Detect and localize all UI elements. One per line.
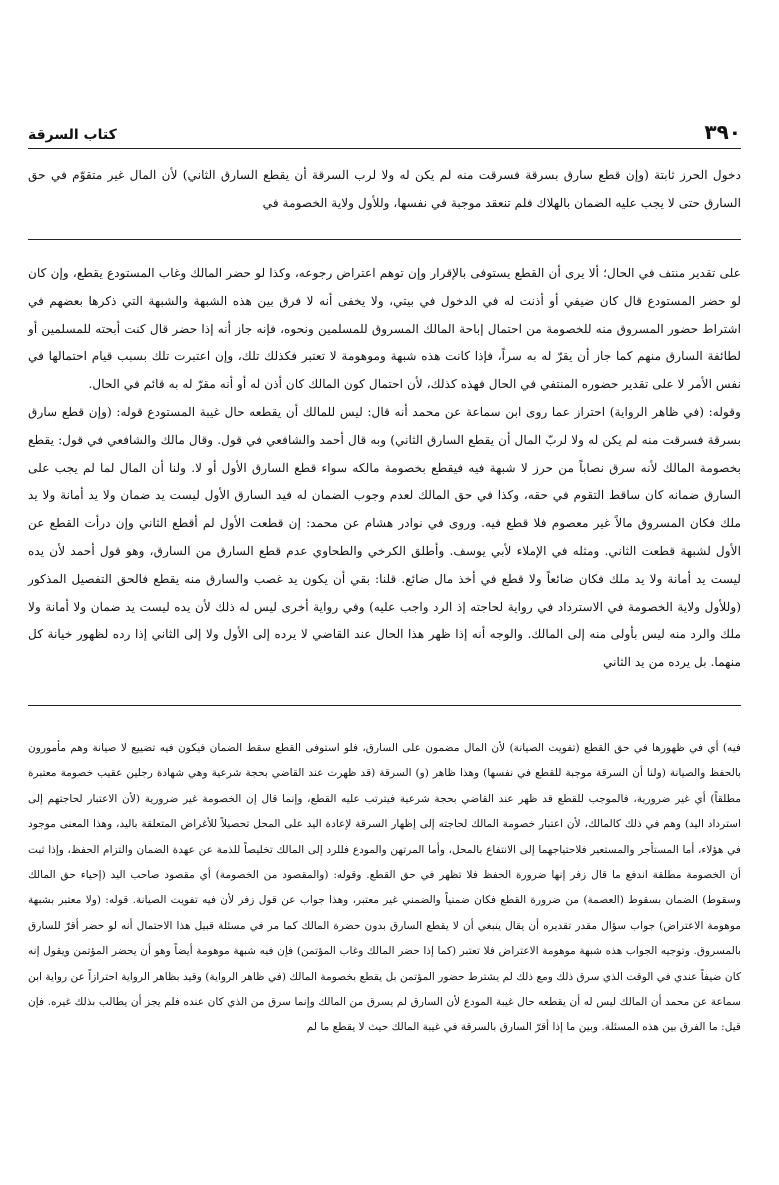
footnote-paragraph: فيه) أي في ظهورها في حق القطع (تفويت الصيانة) لأن المال مضمون على السارق، فلو استوفى القطع سقط الضمان فيكون فيه تضييع لا صيانة وهم مأمورون بالحفظ والصيانة (ولنا أن السرقة موجبة للقطع في نفسها) وهذا ظاهر (و) السرقة (قد ظهرت عند القاضي بحجة شرعية وهي شهادة رجلين عقيب خصومة معتبرة مطلقاً) أي غير ضرورية، فالموجب للقطع قد ظهر عند القاضي بحجة شرعية فيترتب عليه القطع، وإنما قال إن الخصومة غير ضرورية (لأن الاعتبار لحاجتهم إلى استرداد اليد) وهم في ذلك كالمالك، لأن اعتبار خصومة المالك لحاجته إلى إظهار السرقة لإعادة اليد على المحل تحصيلاً للأغراض المتعلقة باليد، وهذا المعنى موجود في هؤلاء، أما المستأجر والمستعير فلاحتياجهما إلى الانتفاع بالمحل، وأما المرتهن والمودع فللرد إلى المالك تخليصاً للذمة عن عهدة الضمان والتزام الحفظ، وإذا ثبت أن الخصومة مطلقة اندفع ما قال زفر إنها ضرورة الحفظ فلا تظهر في حق القطع. وقوله: (والمقصود من الخصومة) أي مقصود صاحب اليد (إحياء حق المالك وسقوط) الضمان بسقوط (العصمة) من ضرورة القطع فكان ضمنياً والضمني غير معتبر، وهذا جواب عن قول زفر لأن فيه تفويت الصيانة. قوله: (ولا معتبر بشبهة موهومة الاعتراض) جواب سؤال مقدر تقديره أن يقال ينبغي أن لا يقطع السارق بدون حضرة المالك كما مر في مسئلة قبيل هذا الاحتمال أنه لو حضر أقرّ للسارق بالمسروق. وتوجيه الجواب هذه شبهة موهومة الاعتراض فلا تعتبر (كما إذا حضر المالك وغاب المؤتمن) فإن فيه شبهة موهومة أيضاً وهو أن يحضر المؤتمن ويقول إنه كان ضيفاً عندي في الوقت الذي سرق ذلك ومع ذلك لم يشترط حضور المؤتمن بل يقطع بخصومة المالك (في ظاهر الرواية) وقيد بظاهر الرواية احترازاً عن رواية ابن سماعة عن محمد أن المالك ليس له أن يقطعه حال غيبة المودع لأن السارق لم يسرق من المالك وإنما سرق من الذي كان عنده فلم يجز أن يطالب بذلك غيره. فإن قيل: ما الفرق بين هذه المسئلة. وبين ما إذا أقرّ السارق بالسرقة في غيبة المالك حيث لا يقطع ما لم <box>28 741 741 1034</box>
page-header <box>28 120 741 149</box>
footnote-divider <box>28 705 741 706</box>
page-number: ٣٩٠ <box>704 120 741 144</box>
main-text-paragraph: دخول الحرز ثابتة (وإن قطع سارق بسرقة فسرقت منه لم يكن له ولا لرب السرقة أن يقطع السارق الثاني) لأن المال غير متقوّم في حق السارق حتى لا يجب عليه الضمان بالهلاك فلم تنعقد موجبة في نفسها، وللأول ولاية الخصومة في <box>28 168 741 210</box>
commentary-paragraph-2: وقوله: (في ظاهر الرواية) احتراز عما روى ابن سماعة عن محمد أنه قال: ليس للمالك أن يقطعه حال غيبة المستودع قوله: (وإن قطع سارق بسرقة فسرقت منه لم يكن له ولا لربّ المال أن يقطع السارق الثاني) وبه قال أحمد والشافعي في قول. وقال مالك والشافعي في قول: يقطع بخصومة المالك لأنه سرق نصاباً من حرز لا شبهة فيه فيقطع بخصومة مالكه سواء قطع السارق الأول أو لا. ولنا أن المال لما لم يجب على السارق ضمانه كان ساقط التقوم في حقه، وكذا في حق المالك لعدم وجوب الضمان له فيد السارق الأول ليست يد ضمان ولا يد أمانة ولا يد ملك فكان المسروق مالاً غير معصوم فلا قطع فيه. وروى في نوادر هشام عن محمد: إن قطعت الأول لم أقطع الثاني وإن درأت القطع عن الأول لشبهة قطعت الثاني. ومثله في الإملاء لأبي يوسف. وأطلق الكرخي والطحاوي عدم قطع السارق من السارق، وهو قول أحمد لأن يده ليست يد أمانة ولا يد ملك فكان ضائعاً ولا قطع في أخذ مال ضائع. قلنا: بقي أن يكون يد غصب والسارق منه يقطع فالحق التفصيل المذكور (وللأول ولاية الخصومة في الاسترداد في رواية لحاجته إذ الرد واجب عليه) وفي رواية أخرى ليس له ذلك لأن يده ليست يد ضمان ولا أمانة ولا ملك والرد منه ليس بأولى منه إلى المالك. والوجه أنه إذا ظهر هذا الحال عند القاضي لا يرده إلى الأول ولا إلى الثاني إذا رده لظهور خيانة كل منهما. بل يرده من يد الثاني <box>28 404 741 670</box>
main-text-divider <box>28 239 741 240</box>
commentary-paragraph-1: على تقدير منتف في الحال؛ ألا يرى أن القطع يستوفى بالإقرار وإن توهم اعتراض رجوعه، وكذا لو حضر المالك وغاب المستودع يقطع، وإن كان لو حضر المستودع قال كان ضيفي أو أذنت له في الدخول في بيتي، ولا يخفى أنه لا فرق بين هذه الشبهة والشبهة التي ذكرها بعضهم في اشتراط حضور المسروق منه للخصومة من احتمال إباحة المالك المسروق للمسلمين ونحوه، فإنه جاز أنه إذا حضر قال كنت أبحته للمسلمين أو لطائفة السارق منهم كما جاز أن يقرّ له به سراً، فإذا كانت هذه شبهة وموهومة لا تعتبر فكذلك تلك، وإن اعتبرت تلك بسبب قيام احتمالها في نفس الأمر لا على تقدير حضوره المنتفي في الحال فهذه كذلك، لأن احتمال كون المالك كان أذن له أو أنه مقرّ له به قائم في الحال. <box>28 266 741 392</box>
footnote-block <box>28 736 741 1041</box>
main-text-block <box>28 161 741 217</box>
chapter-title: كتاب السرقة <box>28 127 117 143</box>
commentary-block <box>28 260 741 677</box>
